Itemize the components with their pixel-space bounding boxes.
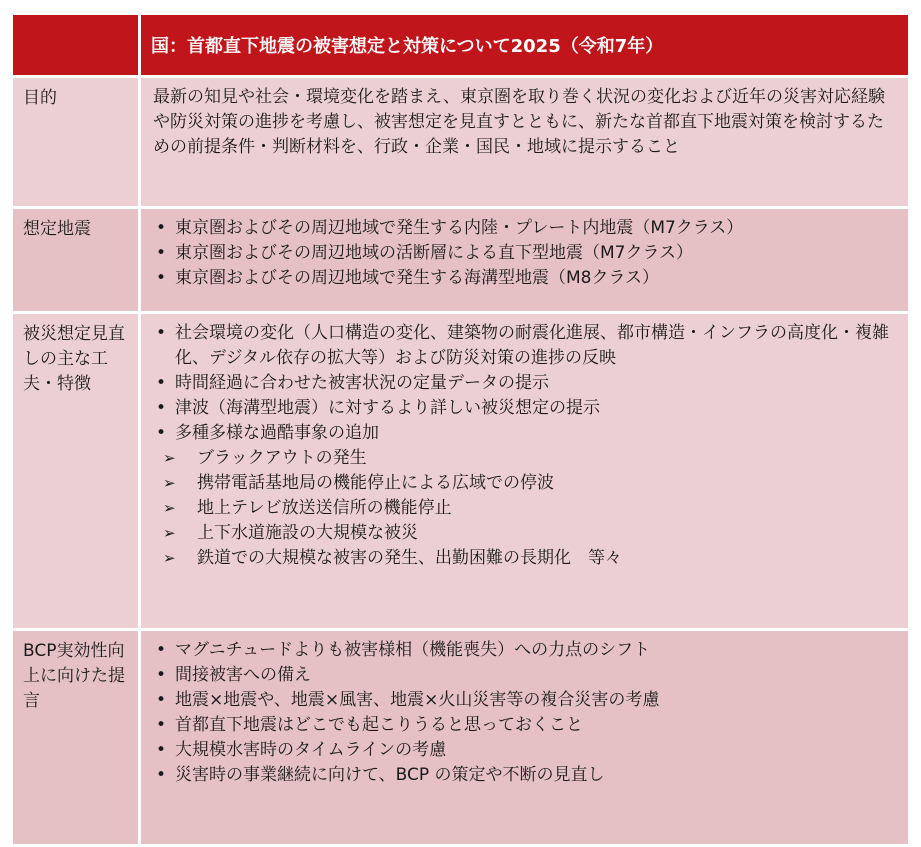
list-item: • 地震×地震や、地震×風害、地震×火山災害等の複合災害の考慮: [153, 688, 898, 713]
earthquakes-cell: [140, 208, 910, 313]
sub-list-item: ➢ ブラックアウトの発生: [153, 446, 898, 471]
table-title: 国：首都直下地震の被害想定と対策について2025（令和7年）: [140, 14, 910, 77]
row-features: [12, 313, 910, 630]
row-earthquakes: [12, 208, 910, 313]
summary-table-container: [10, 12, 908, 847]
list-item: • 多種多様な過酷事象の追加: [153, 421, 898, 446]
row-purpose: [12, 77, 910, 208]
features-list: [153, 321, 898, 571]
summary-table: [10, 12, 911, 847]
list-item: • マグニチュードよりも被害様相（機能喪失）への力点のシフト: [153, 638, 898, 663]
table-header-row: [12, 14, 910, 77]
list-item: • 東京圏およびその周辺地域の活断層による直下型地震（M7クラス）: [153, 241, 898, 266]
row-bcp: [12, 630, 910, 846]
row-label-earthquakes: 想定地震: [12, 208, 140, 313]
list-item: • 大規模水害時のタイムラインの考慮: [153, 738, 898, 763]
list-item: • 東京圏およびその周辺地域で発生する海溝型地震（M8クラス）: [153, 266, 898, 291]
row-label-purpose: 目的: [12, 77, 140, 208]
bcp-cell: [140, 630, 910, 846]
sub-list-item: ➢ 地上テレビ放送送信所の機能停止: [153, 496, 898, 521]
row-label-bcp: BCP実効性向上に向けた提言: [12, 630, 140, 846]
purpose-text: 最新の知見や社会・環境変化を踏まえ、東京圏を取り巻く状況の変化および近年の災害対応経験や防災対策の進捗を考慮し、被害想定を見直すとともに、新たな首都直下地震対策を検討するための前提条件・判断材料を、行政・企業・国民・地域に提示すること: [140, 77, 910, 208]
list-item: • 東京圏およびその周辺地域で発生する内陸・プレート内地震（M7クラス）: [153, 216, 898, 241]
sub-list-item: ➢ 携帯電話基地局の機能停止による広域での停波: [153, 471, 898, 496]
list-item: • 津波（海溝型地震）に対するより詳しい被災想定の提示: [153, 396, 898, 421]
row-label-features: 被災想定見直しの主な工夫・特徴: [12, 313, 140, 630]
list-item: • 時間経過に合わせた被害状況の定量データの提示: [153, 371, 898, 396]
earthquakes-list: [153, 216, 898, 291]
list-item: • 社会環境の変化（人口構造の変化、建築物の耐震化進展、都市構造・インフラの高度化・複雑化、デジタル依存の拡大等）および防災対策の進捗の反映: [153, 321, 898, 371]
bcp-list: [153, 638, 898, 788]
sub-list-item: ➢ 上下水道施設の大規模な被災: [153, 521, 898, 546]
list-item: • 間接被害への備え: [153, 663, 898, 688]
header-corner-cell: [12, 14, 140, 77]
features-cell: [140, 313, 910, 630]
sub-list-item: ➢ 鉄道での大規模な被害の発生、出勤困難の長期化 等々: [153, 546, 898, 571]
list-item: • 災害時の事業継続に向けて、BCP の策定や不断の見直し: [153, 763, 898, 788]
list-item: • 首都直下地震はどこでも起こりうると思っておくこと: [153, 713, 898, 738]
